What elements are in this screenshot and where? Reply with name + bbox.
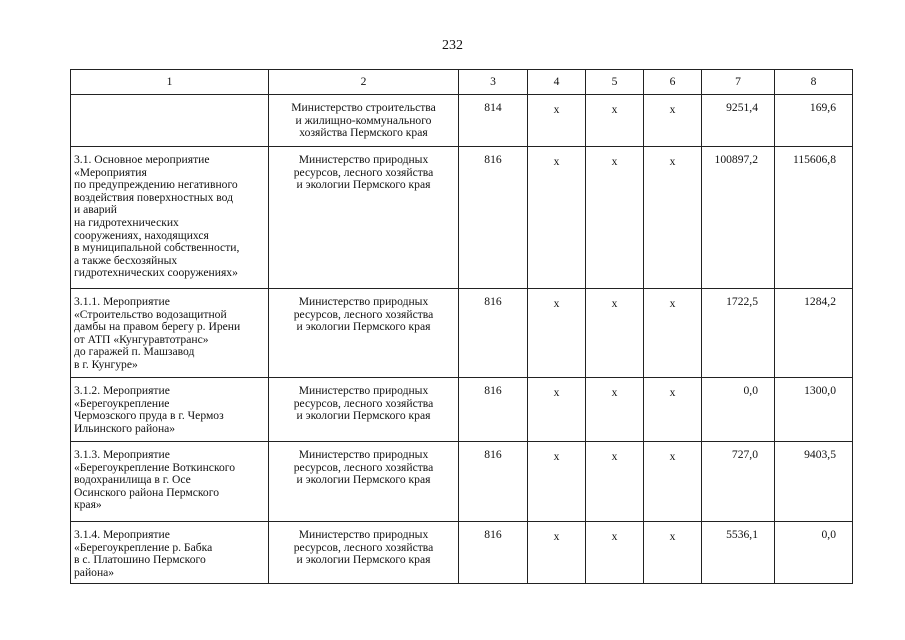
col4-cell: x: [528, 522, 586, 584]
amount-col8-cell: 1300,0: [775, 378, 853, 442]
agency-cell: [269, 147, 459, 289]
activity-name-cell-line: а также бесхозяйных: [74, 253, 178, 267]
col6-cell: x: [644, 378, 702, 442]
activity-name-cell-line: гидротехнических сооружениях»: [74, 266, 238, 280]
col4-cell: x: [528, 378, 586, 442]
activity-name-cell-line: 3.1.2. Мероприятие: [74, 384, 170, 397]
activity-name-cell: [71, 378, 269, 442]
agency-cell-line: Министерство природных: [298, 295, 429, 308]
col5-cell: x: [586, 522, 644, 584]
activity-name-cell-line: от АТП «Кунгуравтотранс»: [74, 332, 209, 346]
code-cell: 816: [459, 378, 528, 442]
agency-cell-line: ресурсов, лесного хозяйства: [293, 307, 434, 321]
header-cell-1: 1: [71, 70, 269, 95]
activity-name-cell-line: «Берегоукрепление р. Бабка: [74, 540, 213, 554]
col5-cell: x: [586, 147, 644, 289]
col5-cell: x: [586, 378, 644, 442]
col6-cell: x: [644, 147, 702, 289]
code-cell: 816: [459, 147, 528, 289]
activity-name-cell-line: по предупреждению негативного: [74, 178, 238, 192]
table-row: [71, 95, 853, 147]
agency-cell: [269, 522, 459, 584]
amount-col7-cell: 727,0: [702, 442, 775, 522]
table-row: [71, 147, 853, 289]
activity-name-cell-line: района»: [74, 565, 115, 579]
col4-cell: x: [528, 95, 586, 147]
agency-cell-line: Министерство природных: [298, 153, 429, 166]
table-row: [71, 378, 853, 442]
amount-col8-cell: 0,0: [775, 522, 853, 584]
activity-name-cell-line: Чермозского пруда в г. Чермоз: [74, 409, 224, 423]
header-cell-4: 4: [528, 70, 586, 95]
agency-cell-line: хозяйства Пермского края: [299, 126, 428, 140]
agency-cell-line: Министерство природных: [298, 384, 429, 397]
code-cell: 816: [459, 522, 528, 584]
agency-cell-line: ресурсов, лесного хозяйства: [293, 396, 434, 410]
header-cell-6: 6: [644, 70, 702, 95]
agency-cell-line: Министерство строительства: [291, 101, 436, 114]
activity-name-cell: [71, 442, 269, 522]
header-cell-7: 7: [702, 70, 775, 95]
agency-cell: [269, 95, 459, 147]
activity-name-cell-line: в с. Платошино Пермского: [74, 553, 206, 567]
activity-name-cell: [71, 289, 269, 378]
table-row: [71, 522, 853, 584]
agency-cell-line: Министерство природных: [298, 528, 429, 541]
header-cell-2: 2: [269, 70, 459, 95]
col4-cell: x: [528, 289, 586, 378]
col6-cell: x: [644, 95, 702, 147]
activity-name-cell-line: в г. Кунгуре»: [74, 357, 138, 371]
activity-name-cell-line: до гаражей п. Машзавод: [74, 345, 195, 359]
page-number: 232: [442, 38, 463, 53]
activity-name-cell-line: водохранилища в г. Осе: [74, 473, 191, 487]
activity-name-cell-line: 3.1.4. Мероприятие: [74, 528, 170, 541]
amount-col7-cell: 100897,2: [702, 147, 775, 289]
activity-name-cell-line: «Строительство водозащитной: [74, 307, 227, 321]
amount-col8-cell: 115606,8: [775, 147, 853, 289]
activity-name-cell-line: воздействия поверхностных вод: [74, 190, 234, 204]
activity-name-cell-line: 3.1.3. Мероприятие: [74, 448, 170, 461]
col5-cell: x: [586, 95, 644, 147]
activity-name-cell: [71, 522, 269, 584]
agency-cell-line: ресурсов, лесного хозяйства: [293, 165, 434, 179]
table-row: [71, 289, 853, 378]
agency-cell-line: и экологии Пермского края: [296, 553, 431, 567]
agency-cell: [269, 289, 459, 378]
budget-table: [70, 69, 853, 584]
col6-cell: x: [644, 442, 702, 522]
code-cell: 814: [459, 95, 528, 147]
col4-cell: x: [528, 442, 586, 522]
activity-name-cell-line: «Берегоукрепление Воткинского: [74, 460, 236, 474]
amount-col7-cell: 9251,4: [702, 95, 775, 147]
activity-name-cell-line: Осинского района Пермского: [74, 485, 219, 499]
agency-cell: [269, 442, 459, 522]
header-cell-5: 5: [586, 70, 644, 95]
agency-cell-line: Министерство природных: [298, 448, 429, 461]
col4-cell: x: [528, 147, 586, 289]
header-cell-8: 8: [775, 70, 853, 95]
activity-name-cell-line: дамбы на правом берегу р. Ирени: [74, 320, 241, 334]
amount-col8-cell: 1284,2: [775, 289, 853, 378]
activity-name-cell: [71, 147, 269, 289]
code-cell: 816: [459, 442, 528, 522]
agency-cell-line: ресурсов, лесного хозяйства: [293, 460, 434, 474]
header-row: [71, 70, 853, 95]
activity-name-cell-line: 3.1. Основное мероприятие: [74, 153, 210, 166]
header-cell-3: 3: [459, 70, 528, 95]
activity-name-cell-line: в муниципальной собственности,: [74, 241, 240, 255]
agency-cell-line: и жилищно-коммунального: [295, 113, 432, 127]
agency-cell-line: и экологии Пермского края: [296, 473, 431, 487]
activity-name-cell-line: на гидротехнических: [74, 215, 179, 229]
code-cell: 816: [459, 289, 528, 378]
activity-name-cell-line: и аварий: [74, 203, 117, 217]
amount-col8-cell: 9403,5: [775, 442, 853, 522]
agency-cell-line: и экологии Пермского края: [296, 320, 431, 334]
amount-col7-cell: 1722,5: [702, 289, 775, 378]
table-row: [71, 442, 853, 522]
amount-col7-cell: 5536,1: [702, 522, 775, 584]
activity-name-cell: [71, 95, 269, 147]
amount-col7-cell: 0,0: [702, 378, 775, 442]
activity-name-cell-line: Ильинского района»: [74, 421, 176, 435]
agency-cell-line: и экологии Пермского края: [296, 409, 431, 423]
col5-cell: x: [586, 442, 644, 522]
col5-cell: x: [586, 289, 644, 378]
activity-name-cell-line: края»: [74, 498, 102, 512]
agency-cell-line: ресурсов, лесного хозяйства: [293, 540, 434, 554]
activity-name-cell-line: «Мероприятия: [74, 165, 147, 179]
activity-name-cell-line: «Берегоукрепление: [74, 396, 170, 410]
col6-cell: x: [644, 522, 702, 584]
activity-name-cell-line: 3.1.1. Мероприятие: [74, 295, 170, 308]
agency-cell-line: и экологии Пермского края: [296, 178, 431, 192]
col6-cell: x: [644, 289, 702, 378]
agency-cell: [269, 378, 459, 442]
amount-col8-cell: 169,6: [775, 95, 853, 147]
activity-name-cell-line: сооружениях, находящихся: [74, 228, 209, 242]
